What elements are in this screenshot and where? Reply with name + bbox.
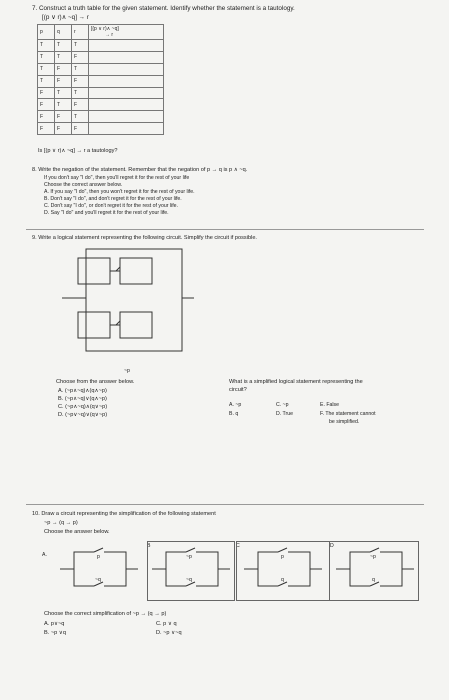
q10-d-bottom: q — [372, 577, 375, 583]
q9-circuit-frame — [86, 249, 182, 351]
q9-simp-option-f[interactable]: F. The statement cannot — [320, 411, 376, 417]
table-row — [38, 111, 164, 123]
q10-a-top: p — [97, 554, 100, 560]
truth-table-header-statement-bottom: → r — [105, 32, 114, 38]
q8-option-b[interactable]: B. Don't say "I do", and don't regret it for the rest of your life. — [44, 196, 182, 202]
cell: F — [38, 123, 55, 135]
q8-title: 8. Write the negation of the statement. Remember that the negation of p → q is p ∧ ~q. — [32, 167, 248, 173]
q9-simp-option-a[interactable]: A. ~p — [229, 402, 242, 408]
answer-cell[interactable] — [89, 99, 164, 111]
answer-cell[interactable] — [89, 111, 164, 123]
q9-circuit-diagram — [58, 246, 198, 366]
truth-table-header-statement-top: [(p ∨ r)∧ ~q] — [91, 26, 119, 32]
q8-option-a[interactable]: A. If you say "I do", then you won't regret it for the rest of your life. — [44, 189, 195, 195]
q10-label-c: C — [236, 543, 240, 549]
q7-title: 7. Construct a truth table for the given statement. Identify whether the statement is a tautology. — [32, 5, 295, 12]
answer-cell[interactable] — [89, 40, 164, 52]
cell: T — [72, 87, 89, 99]
q9-option-a[interactable]: A. (~p∧~q)∧(q∧~p) — [58, 388, 107, 394]
q9-option-c[interactable]: C. (~p∧~q)∧(q∨~p) — [58, 404, 108, 410]
answer-cell[interactable] — [89, 63, 164, 75]
cell: T — [55, 87, 72, 99]
cell: F — [55, 111, 72, 123]
q9-simplified-question-2: circuit? — [229, 387, 247, 393]
cell: T — [38, 75, 55, 87]
cell: F — [55, 123, 72, 135]
table-row — [38, 123, 164, 135]
q8-option-d[interactable]: D. Say "I do" and you'll regret it for the rest of your life. — [44, 210, 169, 216]
truth-table-header-p: p — [38, 25, 55, 40]
q10-option-d[interactable]: D. ~p ∨~q — [156, 630, 182, 636]
q10-choose: Choose the answer below. — [44, 529, 110, 535]
q9-simp-option-b[interactable]: B. q — [229, 411, 239, 417]
q9-simp-option-e[interactable]: E. False — [320, 402, 340, 408]
cell: T — [55, 40, 72, 52]
q10-formula: ~p → (q → p) — [44, 520, 78, 526]
q9-title: 9. Write a logical statement representing the following circuit. Simplify the circuit if possible. — [32, 235, 257, 241]
cell: T — [72, 40, 89, 52]
q9-option-b[interactable]: B. (~p∧~q)∨(q∧~p) — [58, 396, 107, 402]
answer-cell[interactable] — [89, 87, 164, 99]
answer-cell[interactable] — [89, 123, 164, 135]
answer-cell[interactable] — [89, 75, 164, 87]
table-row — [38, 99, 164, 111]
truth-table — [37, 24, 164, 135]
q10-label-d: D — [330, 543, 334, 549]
q8-option-c[interactable]: C. Don't say "I do", or don't regret it for the rest of your life. — [44, 203, 178, 209]
cell: F — [38, 99, 55, 111]
cell: F — [38, 111, 55, 123]
q10-a-bottom: ~q — [95, 577, 101, 583]
q10-b-top: ~p — [186, 554, 192, 560]
cell: T — [55, 51, 72, 63]
section-divider — [26, 229, 424, 230]
cell: F — [72, 51, 89, 63]
cell: F — [55, 63, 72, 75]
cell: F — [38, 87, 55, 99]
q10-label-a: A. — [42, 552, 47, 558]
q9-choose: Choose from the answer below. — [56, 379, 135, 385]
q7-question: Is [(p ∨ r)∧ ~q] → r a tautology? — [38, 148, 118, 154]
cell: T — [38, 51, 55, 63]
q7-formula: [(p ∨ r)∧ ~q] → r — [42, 14, 89, 21]
q10-title: 10. Draw a circuit representing the simplification of the following statement — [32, 511, 216, 517]
cell: T — [55, 99, 72, 111]
q10-label-b: B — [147, 543, 151, 549]
truth-table-header-q: q — [55, 25, 72, 40]
cell: F — [72, 99, 89, 111]
q10-c-top: p — [281, 554, 284, 560]
q9-simplified-question: What is a simplified logical statement representing the — [229, 379, 363, 385]
q9-simp-option-f-cont: be simplified. — [329, 419, 360, 425]
cell: T — [72, 111, 89, 123]
cell: T — [72, 63, 89, 75]
truth-table-header-statement — [89, 25, 164, 40]
q9-simp-option-d[interactable]: D. True — [276, 411, 294, 417]
q9-simp-option-c[interactable]: C. ~p — [276, 402, 289, 408]
cell: F — [72, 123, 89, 135]
answer-cell[interactable] — [89, 51, 164, 63]
q10-option-c[interactable]: C. p ∨ q — [156, 621, 177, 627]
truth-table-header-r: r — [72, 25, 89, 40]
q9-circuit-label: ~p — [124, 368, 130, 374]
q10-simplification-question: Choose the correct simplification of ~p → (q → p) — [44, 611, 167, 617]
q10-option-a[interactable]: A. p∨~q — [44, 621, 65, 627]
table-row — [38, 87, 164, 99]
table-row — [38, 63, 164, 75]
q10-b-bottom: ~q — [186, 577, 192, 583]
table-row — [38, 75, 164, 87]
q10-c-bottom: q — [281, 577, 284, 583]
cell: T — [38, 40, 55, 52]
table-row — [38, 40, 164, 52]
q9-option-d[interactable]: D. (~p∨~q)∨(q∨~p) — [58, 412, 108, 418]
q8-statement: If you don't say "I do", then you'll regret it for the rest of your life — [44, 175, 190, 181]
section-divider — [26, 504, 424, 505]
cell: T — [38, 63, 55, 75]
table-row — [38, 51, 164, 63]
cell: F — [72, 75, 89, 87]
q10-option-b[interactable]: B. ~p ∨q — [44, 630, 66, 636]
q10-d-top: ~p — [370, 554, 376, 560]
q8-instruction: Choose the correct answer below. — [44, 182, 123, 188]
cell: F — [55, 75, 72, 87]
